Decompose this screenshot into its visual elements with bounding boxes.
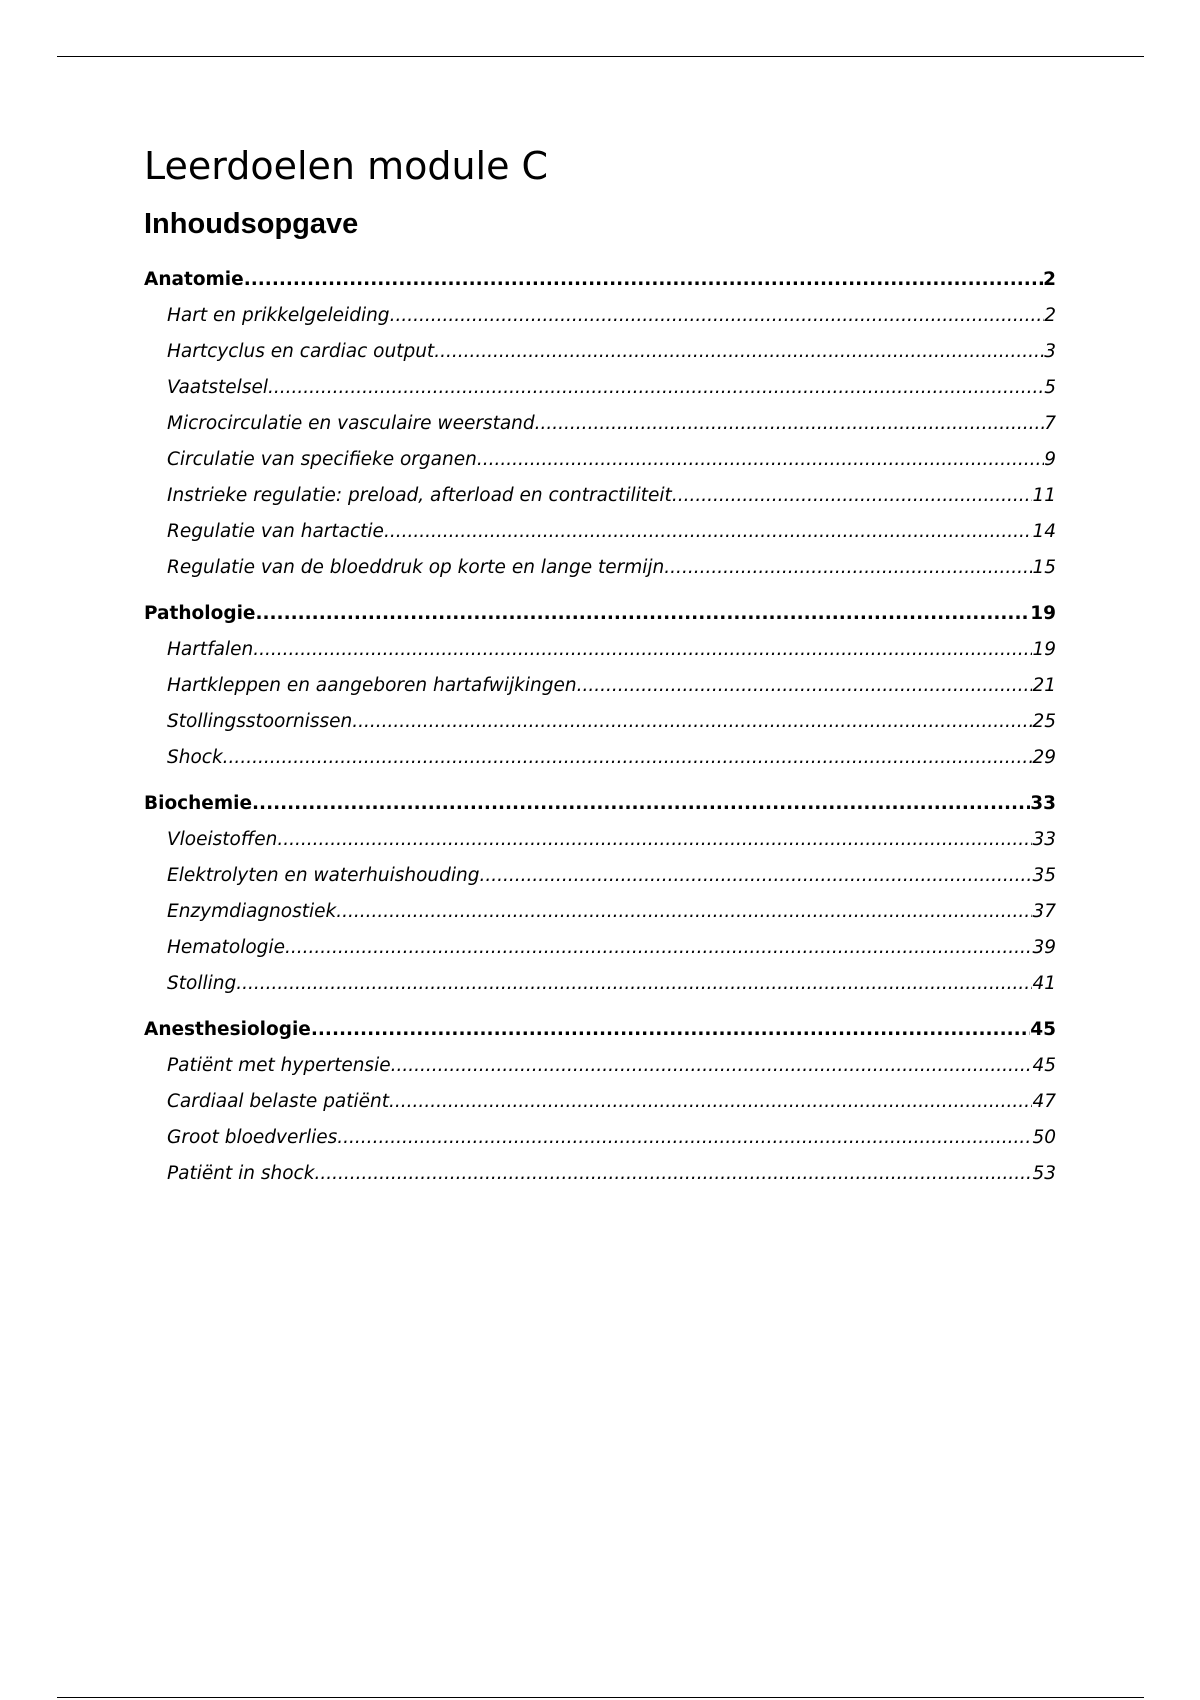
toc-entry-label: Patiënt in shock	[167, 1163, 315, 1184]
toc-subentry[interactable]	[144, 478, 1056, 514]
toc-entry-label: Shock	[167, 747, 223, 768]
toc-entry-label: Regulatie van de bloeddruk op korte en lange termijn	[167, 557, 665, 578]
toc-entry-label: Anatomie	[144, 269, 244, 290]
toc-entry-page: 11	[1032, 485, 1056, 506]
toc-entry-page: 19	[1030, 603, 1056, 624]
toc-leader-dots	[337, 1120, 1032, 1156]
toc-entry-page: 41	[1032, 973, 1056, 994]
toc-subentry[interactable]	[144, 370, 1056, 406]
toc-entry-page: 53	[1032, 1163, 1056, 1184]
toc-subentry[interactable]	[144, 1120, 1056, 1156]
toc-subentry[interactable]	[144, 858, 1056, 894]
toc-leader-dots	[577, 668, 1033, 704]
toc-subentry[interactable]	[144, 406, 1056, 442]
toc-subentry[interactable]	[144, 822, 1056, 858]
toc-entry-page: 45	[1030, 1019, 1056, 1040]
toc-subentry[interactable]	[144, 1156, 1056, 1192]
toc-entry-label: Hartkleppen en aangeboren hartafwijkingen	[167, 675, 577, 696]
toc-subentry[interactable]	[144, 514, 1056, 550]
toc-leader-dots	[268, 370, 1044, 406]
document-title: Leerdoelen module C	[144, 144, 549, 188]
table-of-contents	[144, 262, 1056, 1192]
toc-leader-dots	[477, 442, 1044, 478]
toc-entry-page: 47	[1032, 1091, 1056, 1112]
toc-entry-label: Vloeistoffen	[167, 829, 278, 850]
toc-entry-label: Regulatie van hartactie	[167, 521, 384, 542]
toc-leader-dots	[244, 262, 1043, 298]
toc-entry-label: Elektrolyten en waterhuishouding	[167, 865, 480, 886]
toc-entry-page: 14	[1032, 521, 1056, 542]
toc-leader-dots	[285, 930, 1033, 966]
toc-entry-label: Microcirculatie en vasculaire weerstand	[167, 413, 535, 434]
toc-leader-dots	[391, 1048, 1033, 1084]
toc-entry-page: 45	[1032, 1055, 1056, 1076]
toc-subentry[interactable]	[144, 740, 1056, 776]
toc-entry-page: 19	[1032, 639, 1056, 660]
toc-entry-page: 2	[1044, 305, 1056, 326]
toc-entry-page: 39	[1032, 937, 1056, 958]
toc-entry-label: Hematologie	[167, 937, 285, 958]
toc-entry-label: Vaatstelsel	[167, 377, 268, 398]
toc-leader-dots	[223, 740, 1033, 776]
toc-entry-page: 37	[1032, 901, 1056, 922]
toc-entry-label: Hart en prikkelgeleiding	[167, 305, 390, 326]
toc-section-pathologie	[144, 596, 1056, 776]
toc-entry-anatomie[interactable]	[144, 262, 1056, 298]
toc-leader-dots	[389, 1084, 1032, 1120]
toc-leader-dots	[535, 406, 1045, 442]
toc-leader-dots	[314, 1156, 1032, 1192]
toc-section-anesthesiologie	[144, 1012, 1056, 1192]
footer-rule	[57, 1697, 1144, 1698]
toc-entry-page: 7	[1044, 413, 1056, 434]
toc-leader-dots	[252, 786, 1030, 822]
toc-subentry[interactable]	[144, 1048, 1056, 1084]
toc-leader-dots	[352, 704, 1032, 740]
toc-heading: Inhoudsopgave	[144, 208, 359, 240]
toc-subentry[interactable]	[144, 1084, 1056, 1120]
toc-entry-label: Anesthesiologie	[144, 1019, 311, 1040]
toc-section-anatomie	[144, 262, 1056, 586]
toc-leader-dots	[384, 514, 1033, 550]
toc-subentry[interactable]	[144, 632, 1056, 668]
toc-leader-dots	[336, 894, 1032, 930]
toc-subentry[interactable]	[144, 894, 1056, 930]
toc-subentry[interactable]	[144, 930, 1056, 966]
toc-entry-page: 33	[1032, 829, 1056, 850]
toc-entry-label: Hartfalen	[167, 639, 254, 660]
toc-subentry[interactable]	[144, 442, 1056, 478]
toc-entry-biochemie[interactable]	[144, 786, 1056, 822]
toc-entry-page: 29	[1032, 747, 1056, 768]
toc-entry-page: 25	[1032, 711, 1056, 732]
toc-entry-page: 33	[1030, 793, 1056, 814]
toc-leader-dots	[390, 298, 1045, 334]
page-content	[144, 140, 1056, 1202]
toc-entry-label: Stollingsstoornissen	[167, 711, 353, 732]
toc-leader-dots	[434, 334, 1044, 370]
toc-entry-label: Cardiaal belaste patiënt	[167, 1091, 390, 1112]
toc-subentry[interactable]	[144, 704, 1056, 740]
toc-entry-label: Stolling	[167, 973, 237, 994]
toc-subentry[interactable]	[144, 668, 1056, 704]
toc-entry-label: Biochemie	[144, 793, 253, 814]
toc-entry-page: 21	[1032, 675, 1056, 696]
header-rule	[57, 56, 1144, 57]
toc-entry-page: 2	[1043, 269, 1056, 290]
toc-entry-anesthesiologie[interactable]	[144, 1012, 1056, 1048]
toc-entry-page: 9	[1044, 449, 1056, 470]
toc-subentry[interactable]	[144, 298, 1056, 334]
toc-entry-label: Pathologie	[144, 603, 256, 624]
toc-entry-label: Hartcyclus en cardiac output	[167, 341, 435, 362]
toc-entry-page: 50	[1032, 1127, 1056, 1148]
toc-entry-page: 15	[1032, 557, 1056, 578]
toc-entry-pathologie[interactable]	[144, 596, 1056, 632]
toc-entry-label: Groot bloedverlies	[167, 1127, 338, 1148]
toc-leader-dots	[277, 822, 1032, 858]
toc-subentry[interactable]	[144, 334, 1056, 370]
toc-subentry[interactable]	[144, 550, 1056, 586]
toc-subentry[interactable]	[144, 966, 1056, 1002]
toc-entry-page: 5	[1044, 377, 1056, 398]
toc-leader-dots	[672, 478, 1033, 514]
toc-entry-page: 35	[1032, 865, 1056, 886]
toc-leader-dots	[311, 1012, 1030, 1048]
toc-entry-label: Enzymdiagnostiek	[167, 901, 337, 922]
toc-leader-dots	[236, 966, 1032, 1002]
toc-leader-dots	[253, 632, 1032, 668]
toc-entry-label: Patiënt met hypertensie	[167, 1055, 391, 1076]
toc-leader-dots	[255, 596, 1030, 632]
toc-entry-page: 3	[1044, 341, 1056, 362]
toc-section-biochemie	[144, 786, 1056, 1002]
toc-entry-label: Instrieke regulatie: preload, afterload en contractiliteit	[167, 485, 672, 506]
toc-entry-label: Circulatie van specifieke organen	[167, 449, 477, 470]
toc-leader-dots	[479, 858, 1032, 894]
toc-leader-dots	[664, 550, 1032, 586]
